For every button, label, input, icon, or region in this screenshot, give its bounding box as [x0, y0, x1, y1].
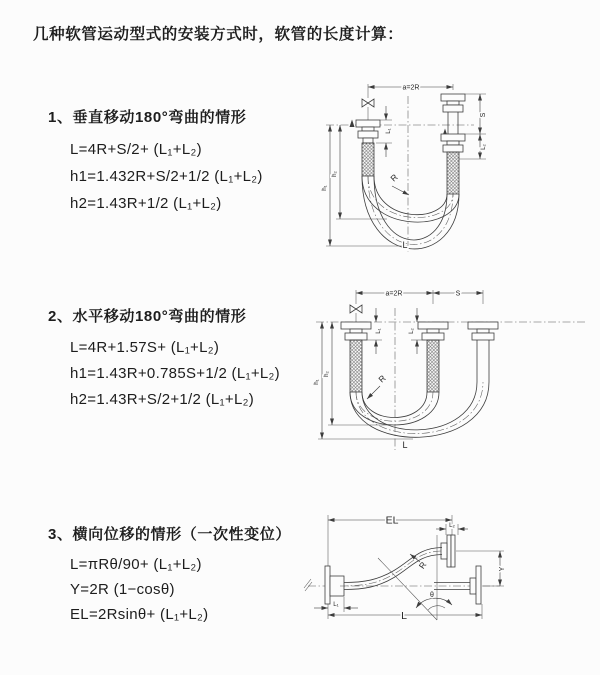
dim-label-l2: L₂: [408, 328, 415, 334]
dim-label-y: Y: [499, 566, 506, 572]
original-pipe-ghost: [434, 566, 481, 604]
diagram-horizontal-180-bend: [308, 282, 595, 470]
up-arrow: [350, 120, 355, 128]
diagram-lateral-displacement: [300, 502, 570, 652]
dim-l2: [480, 134, 487, 159]
section-3: [48, 523, 291, 627]
radius-leader: [367, 373, 388, 399]
formula-line: EL=2Rsinθ+ (L₁+L₂): [70, 606, 209, 623]
formula-line: h1=1.432R+S/2+1/2 (L₁+L₂): [70, 168, 263, 185]
formula-line: h2=1.43R+S/2+1/2 (L₁+L₂): [70, 391, 255, 408]
dim-label-h2: h₂: [331, 171, 338, 177]
middle-fitting: [418, 322, 448, 392]
bowtie-symbol-icon: [362, 99, 374, 120]
dim-label-a-2r: a=2R: [402, 84, 420, 92]
section-3-formulas: [70, 552, 291, 627]
left-fitting: [341, 322, 371, 392]
section-1: [48, 106, 263, 217]
section-2-formulas: [70, 335, 280, 413]
section-1-heading: 1、垂直移动180°弯曲的情形: [48, 109, 247, 126]
formula-line: h1=1.43R+0.785S+1/2 (L₁+L₂): [70, 365, 280, 382]
dim-label-r: R: [416, 559, 429, 571]
dim-label-h1: h₁: [313, 379, 320, 385]
right-fitting: [441, 94, 465, 194]
dim-a-2r: [368, 84, 453, 98]
section-2: [48, 305, 280, 413]
dim-l: [328, 604, 482, 622]
dim-l1: [314, 597, 358, 612]
section-2-heading: 2、水平移动180°弯曲的情形: [48, 308, 247, 325]
right-fitting-moved: [468, 322, 498, 382]
dim-label-l1: L₁: [333, 601, 339, 608]
dim-l2: [408, 308, 425, 354]
dim-label-s: S: [455, 290, 461, 298]
dim-label-s: S: [480, 112, 487, 118]
dim-s: [433, 291, 483, 298]
bowtie-symbol-icon: [350, 305, 362, 322]
radius-leader: [388, 172, 409, 195]
formula-line: L=πRθ/90+ (L₁+L₂): [70, 556, 202, 573]
hose-s-curve: [340, 548, 442, 590]
dim-label-a-2r: a=2R: [385, 290, 403, 298]
dim-label-h2: h₂: [323, 371, 330, 377]
dim-l1: [364, 308, 382, 354]
left-flange: [325, 566, 344, 604]
section-3-heading: 3、横向位移的情形（一次性变位）: [48, 526, 291, 543]
dim-label-l: L: [402, 240, 408, 250]
dim-h2: [331, 125, 387, 219]
dim-label-el: EL: [385, 514, 399, 527]
dim-label-l1: L₁: [375, 328, 382, 334]
radius-leader: [410, 554, 428, 571]
dim-a-2r: [356, 290, 483, 304]
dim-label-h1: h₁: [321, 185, 328, 191]
dim-label-l2: L₂: [480, 144, 487, 150]
dim-label-l: L: [402, 440, 408, 450]
diagram-vertical-180-bend: [312, 76, 592, 256]
formula-line: L=4R+S/2+ (L₁+L₂): [70, 141, 202, 158]
upper-flange: [441, 535, 455, 567]
formula-line: h2=1.43R+1/2 (L₁+L₂): [70, 195, 222, 212]
dim-el: [328, 515, 452, 567]
centerline-break-symbol: [304, 579, 312, 591]
section-1-formulas: [70, 136, 263, 217]
formula-line: Y=2R (1−cosθ): [70, 581, 175, 598]
dim-label-theta: θ: [430, 592, 434, 599]
hose-loop: [350, 382, 489, 437]
page-title: 几种软管运动型式的安装方式时，软管的长度计算：: [33, 26, 404, 43]
dim-label-l: L: [401, 610, 407, 622]
formula-line: L=4R+1.57S+ (L₁+L₂): [70, 339, 220, 356]
dim-label-r: R: [376, 373, 388, 385]
dim-label-l2: L₂: [449, 522, 455, 529]
dim-label-l1: L₁: [385, 128, 392, 134]
dim-label-r: R: [388, 172, 400, 184]
hose-loop: [362, 176, 459, 249]
left-fitting: [356, 120, 380, 176]
